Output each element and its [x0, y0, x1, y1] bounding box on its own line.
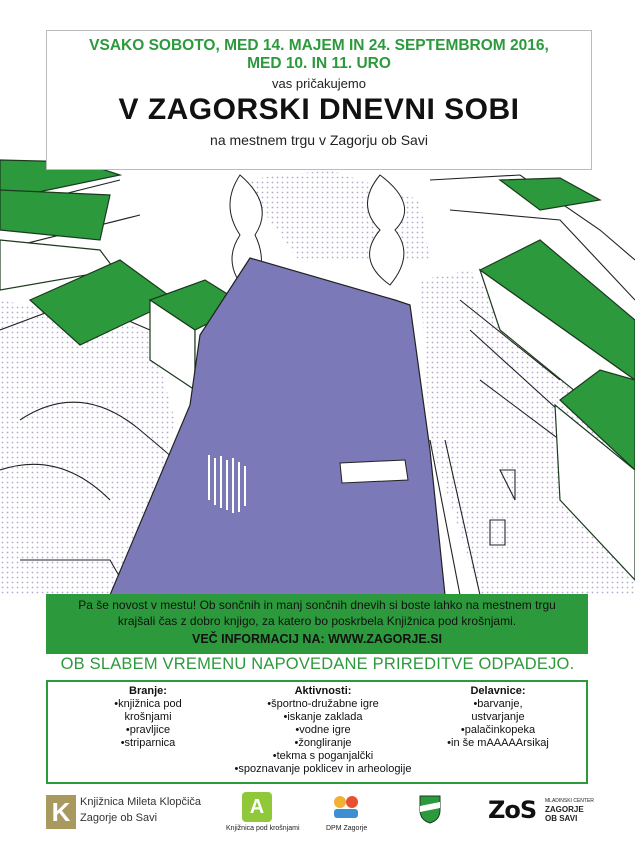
branje-item: krošnjami	[124, 711, 172, 723]
info-box	[46, 594, 588, 654]
delavnice-item: •palačinkopeka	[460, 724, 536, 736]
library-town: Zagorje ob Savi	[80, 812, 158, 824]
library-name: Knjižnica Mileta Klopčiča	[80, 796, 202, 808]
program-box	[46, 680, 588, 784]
aktivnosti-item: •športno-družabne igre	[267, 698, 379, 710]
building-left-1	[0, 190, 110, 240]
dpm-logo	[330, 792, 362, 822]
aktivnosti-heading: Aktivnosti:	[294, 685, 352, 697]
aktivnosti-item: •žongliranje	[294, 737, 352, 749]
library-logo: K	[46, 795, 76, 829]
branje-item: •striparnica	[120, 737, 176, 749]
program-delavnice	[433, 685, 563, 750]
aktivnosti-item: •tekma s poganjalčki	[272, 750, 374, 762]
title-box	[46, 30, 592, 170]
municipality-crest-icon	[418, 794, 442, 824]
event-hours-line: MED 10. IN 11. URO	[247, 55, 391, 72]
aktivnosti-item: •vodne igre	[295, 724, 351, 736]
krosnje-logo: A	[242, 792, 272, 822]
aktivnosti-item: •spoznavanje poklicev in arheologije	[234, 763, 412, 775]
logos-row	[0, 790, 635, 846]
event-dates-line: VSAKO SOBOTO, MED 14. MAJEM IN 24. SEPTEMBROM 2016,	[89, 37, 549, 54]
branje-item: •knjižnica pod	[114, 698, 182, 710]
zos-line1: ZAGORJE	[545, 805, 584, 814]
info-line-1: Pa še novost v mestu! Ob sončnih in manj sončnih dnevih si boste lahko na mestnem trgu	[78, 598, 556, 612]
more-info-link[interactable]: VEČ INFORMACIJ NA: WWW.ZAGORJE.SI	[192, 632, 442, 646]
krosnje-caption: Knjižnica pod krošnjami	[226, 825, 300, 832]
delavnice-item: •in še mAAAAArsikaj	[447, 737, 549, 749]
aktivnosti-item: •iskanje zaklada	[283, 711, 363, 723]
branje-item: •pravljice	[125, 724, 171, 736]
delavnice-item: •barvanje,	[473, 698, 523, 710]
page-subtitle: na mestnem trgu v Zagorju ob Savi	[210, 132, 428, 148]
invite-text: vas pričakujemo	[272, 76, 366, 91]
building-right-top	[500, 178, 600, 210]
zos-line2: OB SAVI	[545, 814, 578, 823]
delavnice-heading: Delavnice:	[470, 685, 526, 697]
branje-heading: Branje:	[129, 685, 167, 697]
zos-top: MLADINSKI CENTER	[545, 798, 594, 804]
platform	[340, 460, 408, 483]
program-aktivnosti	[223, 685, 423, 776]
info-line-2: krajšali čas z dobro knjigo, za katero bo poskrbela Knjižnica pod krošnjami.	[117, 614, 517, 628]
program-branje	[88, 685, 208, 750]
page-title: V ZAGORSKI DNEVNI SOBI	[118, 93, 520, 126]
zos-logo: ZoS	[488, 796, 537, 824]
weather-notice: OB SLABEM VREMENU NAPOVEDANE PRIREDITVE ODPADEJO.	[60, 655, 575, 673]
dpm-caption: DPM Zagorje	[326, 825, 368, 832]
event-dates	[47, 37, 591, 73]
delavnice-item: ustvarjanje	[471, 711, 525, 723]
